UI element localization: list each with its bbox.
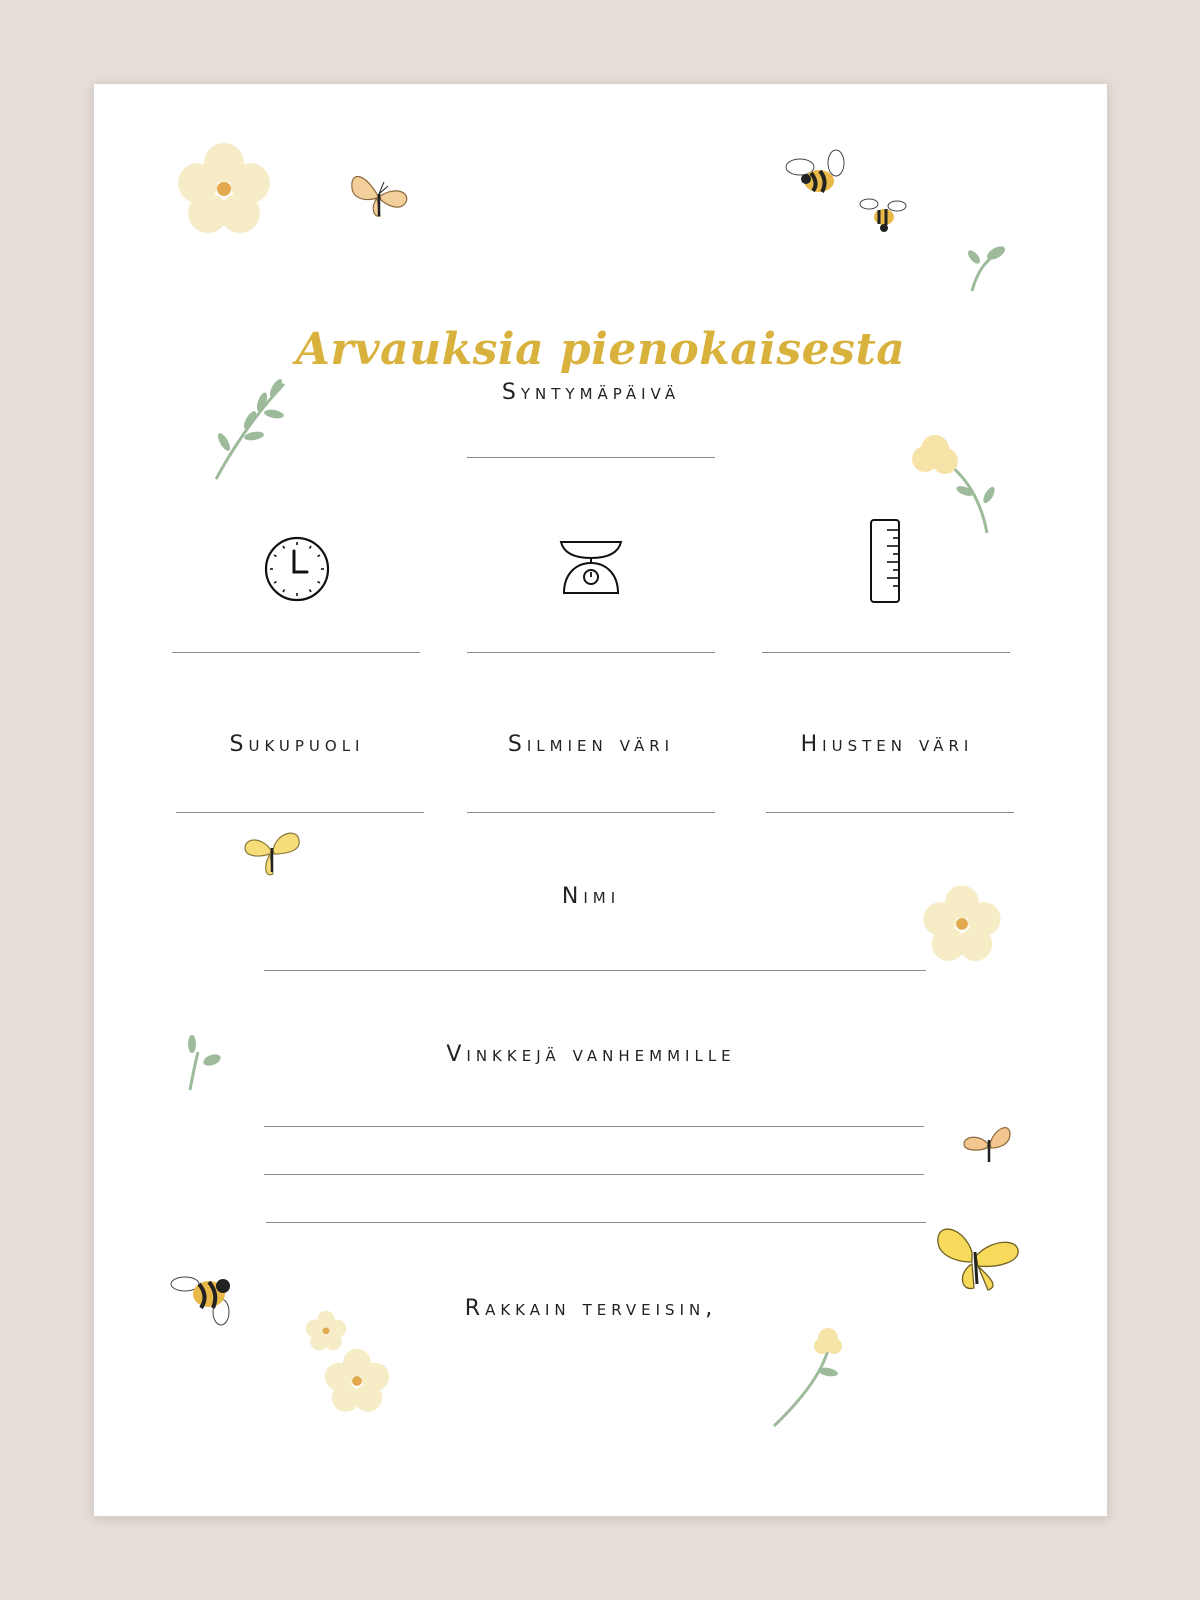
page-title: Arvauksia pienokaisesta	[295, 324, 906, 375]
leaf-sprig-decoration	[182, 1032, 226, 1092]
leaf-branch-decoration	[206, 374, 296, 484]
eye-color-label: silmien väri	[507, 732, 675, 757]
clock-icon	[262, 534, 332, 604]
weight-line[interactable]	[467, 652, 715, 653]
ruler-icon	[868, 518, 902, 604]
name-label: Nimi	[561, 884, 621, 909]
birthday-label: Syntymäpäivä	[501, 380, 681, 405]
hair-color-label: hiusten väri	[800, 732, 974, 757]
bee-decoration	[859, 192, 909, 234]
birthday-line[interactable]	[467, 457, 715, 458]
tips-line-3[interactable]	[266, 1222, 926, 1223]
butterfly-decoration	[960, 1120, 1016, 1170]
name-line[interactable]	[264, 970, 926, 971]
bee-decoration	[169, 1264, 239, 1330]
butterfly-decoration	[239, 826, 305, 882]
flower-decoration	[920, 882, 1004, 966]
closing-label: Rakkain terveisin,	[464, 1296, 718, 1321]
leaf-sprig-decoration	[962, 239, 1012, 294]
flower-decoration	[174, 139, 274, 239]
tips-label: Vinkkejä vanhemmille	[446, 1042, 736, 1067]
butterfly-decoration	[934, 1222, 1024, 1298]
tips-line-1[interactable]	[264, 1126, 924, 1127]
butterfly-decoration	[344, 166, 414, 226]
hair-color-line[interactable]	[766, 812, 1014, 813]
tips-line-2[interactable]	[264, 1174, 924, 1175]
time-line[interactable]	[172, 652, 420, 653]
flower-decoration	[322, 1346, 392, 1416]
stem-flower-decoration	[766, 1324, 856, 1430]
length-line[interactable]	[762, 652, 1010, 653]
bee-decoration	[784, 149, 854, 204]
eye-color-line[interactable]	[467, 812, 715, 813]
guess-card	[93, 83, 1108, 1517]
gender-label: Sukupuoli	[229, 732, 365, 757]
stem-flower-decoration	[909, 429, 999, 539]
gender-line[interactable]	[176, 812, 424, 813]
scale-icon	[558, 536, 624, 598]
